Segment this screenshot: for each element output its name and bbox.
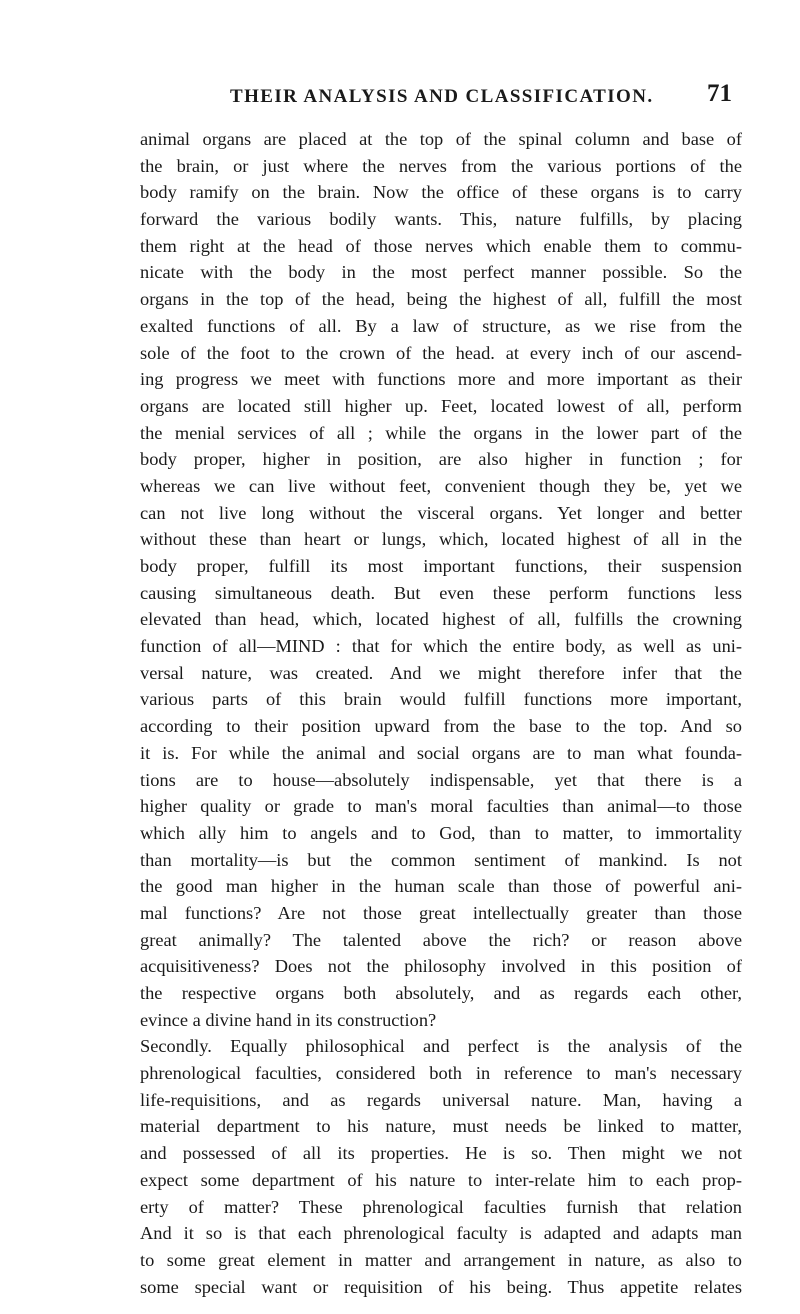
text-line: it is. For while the animal and social organs are to man what founda- bbox=[140, 742, 742, 763]
text-line: and possessed of all its properties. He is so. Then might we not bbox=[140, 1143, 742, 1164]
text-line: body proper, fulfill its most important functions, their suspension bbox=[140, 556, 742, 576]
text-line: various parts of this brain would fulfill functions more important, bbox=[140, 689, 742, 710]
text-line: some special want or requisition of his being. Thus appetite relates bbox=[140, 1276, 742, 1297]
text-line: sole of the foot to the crown of the head. at every inch of our ascend- bbox=[140, 342, 742, 363]
text-line: body ramify on the brain. Now the office of these organs is to carry bbox=[140, 182, 742, 203]
text-line: material department to his nature, must needs be linked to matter, bbox=[140, 1116, 742, 1137]
body-text bbox=[140, 126, 742, 1300]
text-line: forward the various bodily wants. This, nature fulfills, by placing bbox=[140, 209, 742, 230]
text-line: without these than heart or lungs, which, located highest of all in the bbox=[140, 529, 742, 550]
text-line: erty of matter? These phrenological faculties furnish that relation bbox=[140, 1196, 742, 1217]
page-number: 71 bbox=[707, 80, 732, 107]
text-line: organs in the top of the head, being the highest of all, fulfill the most bbox=[140, 289, 742, 310]
text-line-paragraph-end: evince a divine hand in its construction? bbox=[140, 1009, 437, 1030]
text-line: mal functions? Are not those great intellectually greater than those bbox=[140, 902, 742, 923]
text-line: whereas we can live without feet, convenient though they be, yet we bbox=[140, 475, 742, 496]
text-line: organs are located still higher up. Feet, located lowest of all, perform bbox=[140, 395, 742, 416]
text-line: great animally? The talented above the rich? or reason above bbox=[140, 929, 742, 950]
running-title: THEIR ANALYSIS AND CLASSIFICATION. bbox=[230, 86, 654, 107]
text-line: them right at the head of those nerves which enable them to commu- bbox=[140, 235, 742, 256]
text-line: the respective organs both absolutely, and as regards each other, bbox=[140, 983, 742, 1003]
text-line: which ally him to angels and to God, than to matter, to immortality bbox=[140, 822, 742, 843]
text-line: versal nature, was created. And we might therefore infer that the bbox=[140, 662, 742, 683]
text-line: can not live long without the visceral organs. Yet longer and better bbox=[140, 502, 742, 523]
text-line: ing progress we meet with functions more and more important as their bbox=[140, 369, 742, 390]
text-line: tions are to house—absolutely indispensable, yet that there is a bbox=[140, 769, 742, 790]
text-line: causing simultaneous death. But even these perform functions less bbox=[140, 582, 742, 603]
text-line: elevated than head, which, located highest of all, fulfills the crowning bbox=[140, 609, 742, 630]
text-line: nicate with the body in the most perfect manner possible. So the bbox=[140, 262, 742, 283]
text-line: higher quality or grade to man's moral faculties than animal—to those bbox=[140, 796, 742, 817]
text-line: body proper, higher in position, are also higher in function ; for bbox=[140, 449, 742, 470]
text-line: function of all—MIND : that for which the entire body, as well as uni- bbox=[140, 636, 742, 657]
text-line: life-requisitions, and as regards universal nature. Man, having a bbox=[140, 1089, 742, 1110]
text-line: the good man higher in the human scale than those of powerful ani- bbox=[140, 876, 742, 897]
text-line-paragraph-start: Secondly. Equally philosophical and perfect is the analysis of the bbox=[140, 1036, 742, 1057]
text-line: expect some department of his nature to inter-relate him to each prop- bbox=[140, 1169, 742, 1190]
text-line: the menial services of all ; while the organs in the lower part of the bbox=[140, 422, 742, 443]
text-line: And it so is that each phrenological faculty is adapted and adapts man bbox=[140, 1223, 742, 1244]
text-line: exalted functions of all. By a law of structure, as we rise from the bbox=[140, 315, 742, 336]
text-line: phrenological faculties, considered both in reference to man's necessary bbox=[140, 1063, 742, 1084]
text-line: according to their position upward from the base to the top. And so bbox=[140, 716, 742, 737]
running-header bbox=[230, 80, 732, 116]
text-line: animal organs are placed at the top of the spinal column and base of bbox=[140, 129, 742, 149]
text-line: acquisitiveness? Does not the philosophy involved in this position of bbox=[140, 956, 742, 977]
text-line: the brain, or just where the nerves from the various portions of the bbox=[140, 155, 742, 176]
text-line: to some great element in matter and arrangement in nature, as also to bbox=[140, 1249, 742, 1270]
text-line: than mortality—is but the common sentiment of mankind. Is not bbox=[140, 849, 742, 870]
